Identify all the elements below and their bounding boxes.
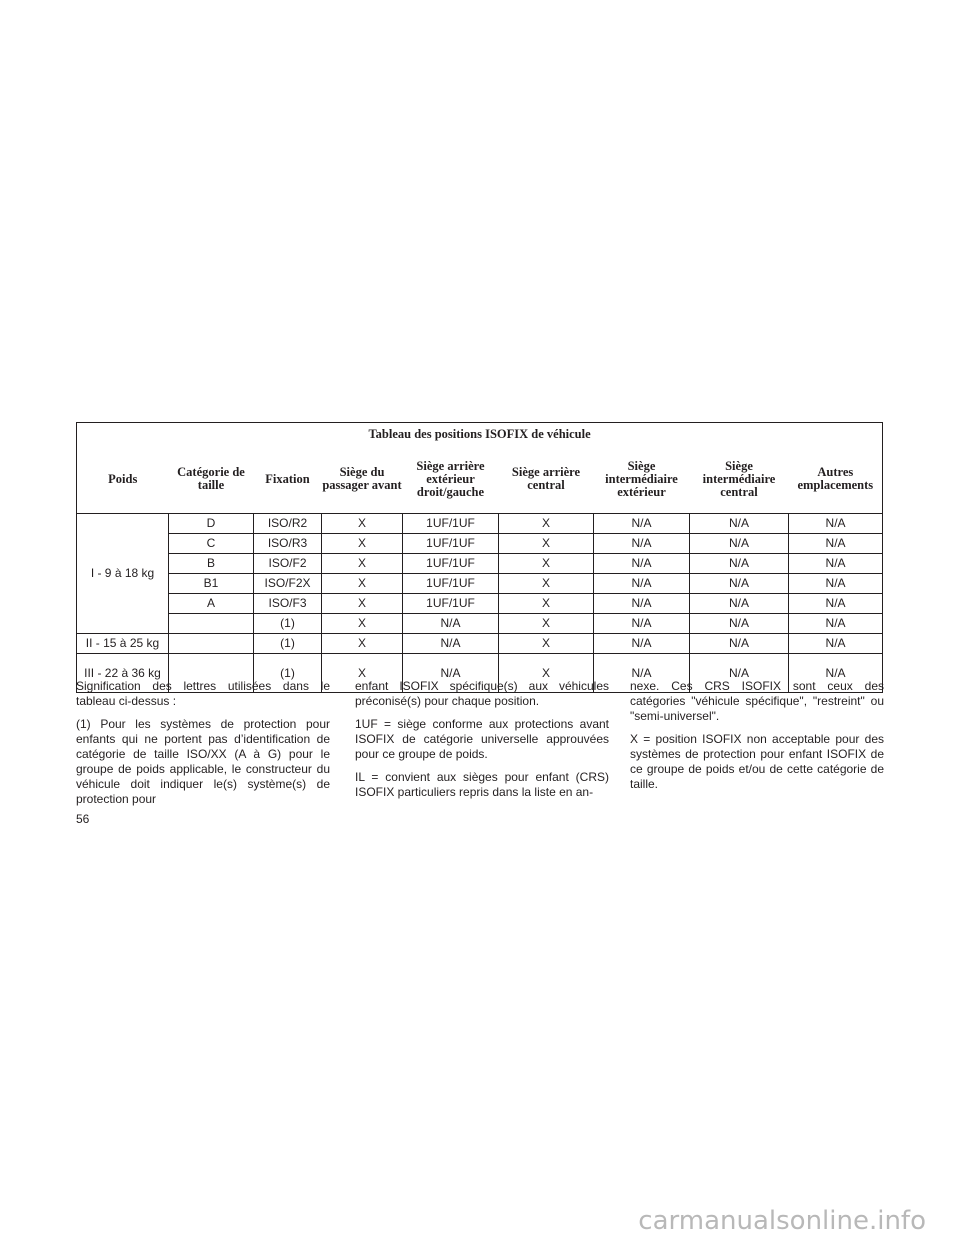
notes-paragraph: Signification des lettres utilisées dans le tableau ci-dessus : xyxy=(76,679,330,708)
table-cell: X xyxy=(322,534,403,554)
column-header: Siège intermédiaire central xyxy=(690,445,789,514)
table-cell: 1UF/1UF xyxy=(403,534,499,554)
table-row xyxy=(77,534,883,554)
table-cell: N/A xyxy=(789,514,883,534)
table-cell: N/A xyxy=(690,634,789,654)
table-cell: N/A xyxy=(789,614,883,634)
isofix-table xyxy=(76,422,883,693)
column-header: Siège arrière central xyxy=(499,445,594,514)
notes-paragraph: (1) Pour les systèmes de protection pour enfants qui ne portent pas d’identification de catégorie de taille ISO/XX (A à G) pour le groupe de poids applicable, le constructeur du véhicule doit indiquer le(s) système(s) de protection pour xyxy=(76,717,330,806)
table-cell: X xyxy=(499,594,594,614)
column-header: Fixation xyxy=(254,445,322,514)
table-row xyxy=(77,574,883,594)
table-cell: ISO/F3 xyxy=(254,594,322,614)
table-cell: N/A xyxy=(690,554,789,574)
notes-column-2 xyxy=(355,679,609,808)
notes-paragraph: enfant ISOFIX spécifique(s) aux véhicules préconisé(s) pour chaque position. xyxy=(355,679,609,708)
table-cell: (1) xyxy=(254,614,322,634)
table-cell: X xyxy=(499,654,594,693)
table-row xyxy=(77,614,883,634)
table-cell: X xyxy=(499,514,594,534)
notes-column-3 xyxy=(630,679,884,800)
table-cell: N/A xyxy=(690,574,789,594)
table-cell xyxy=(169,614,254,634)
notes-paragraph: nexe. Ces CRS ISOFIX sont ceux des catégories "véhicule spécifique", "restreint" ou "semi-universel". xyxy=(630,679,884,723)
table-cell: N/A xyxy=(789,594,883,614)
table-cell: (1) xyxy=(254,654,322,693)
table-cell: N/A xyxy=(594,614,690,634)
table-title: Tableau des positions ISOFIX de véhicule xyxy=(77,423,883,446)
table-row xyxy=(77,594,883,614)
weight-cell: I - 9 à 18 kg xyxy=(77,514,169,634)
table-cell: X xyxy=(322,614,403,634)
watermark: carmanualsonline.info xyxy=(638,1206,926,1236)
table-body xyxy=(77,514,883,693)
table-cell: X xyxy=(322,634,403,654)
column-header: Poids xyxy=(77,445,169,514)
table-cell: D xyxy=(169,514,254,534)
column-header: Siège du passager avant xyxy=(322,445,403,514)
page-number: 56 xyxy=(76,812,90,826)
table-cell: X xyxy=(322,574,403,594)
column-header: Siège intermédiaire extérieur xyxy=(594,445,690,514)
notes-column-1 xyxy=(76,679,330,815)
table-cell: N/A xyxy=(403,634,499,654)
table-cell: (1) xyxy=(254,634,322,654)
table-cell: N/A xyxy=(594,574,690,594)
table-cell: N/A xyxy=(594,534,690,554)
table-cell: X xyxy=(499,574,594,594)
table-cell: B1 xyxy=(169,574,254,594)
table-cell: N/A xyxy=(594,594,690,614)
table-cell: N/A xyxy=(789,634,883,654)
table-cell: N/A xyxy=(403,614,499,634)
table-cell: X xyxy=(499,634,594,654)
table-cell xyxy=(169,634,254,654)
table-cell: ISO/F2X xyxy=(254,574,322,594)
table-cell: X xyxy=(322,654,403,693)
column-header: Siège arrière extérieur droit/gauche xyxy=(403,445,499,514)
table-cell: ISO/R2 xyxy=(254,514,322,534)
table-cell: X xyxy=(499,554,594,574)
table-row xyxy=(77,634,883,654)
table-cell: N/A xyxy=(403,654,499,693)
table-cell: N/A xyxy=(594,514,690,534)
table-cell: N/A xyxy=(594,554,690,574)
table-cell: N/A xyxy=(594,634,690,654)
table-cell: A xyxy=(169,594,254,614)
table-cell: N/A xyxy=(690,614,789,634)
weight-cell: II - 15 à 25 kg xyxy=(77,634,169,654)
table-cell: X xyxy=(322,594,403,614)
table-cell: N/A xyxy=(789,574,883,594)
notes-paragraph: X = position ISOFIX non acceptable pour des systèmes de protection pour enfant ISOFIX de ce groupe de poids et/ou de cette catégorie de taille. xyxy=(630,732,884,791)
table-cell: N/A xyxy=(789,534,883,554)
weight-cell: III - 22 à 36 kg xyxy=(77,654,169,693)
table-cell: N/A xyxy=(789,654,883,693)
notes-paragraph: 1UF = siège conforme aux protections avant ISOFIX de catégorie universelle approuvées pour ce groupe de poids. xyxy=(355,717,609,761)
table-row xyxy=(77,514,883,534)
table-cell: X xyxy=(499,534,594,554)
table-cell: ISO/R3 xyxy=(254,534,322,554)
table-cell: N/A xyxy=(690,654,789,693)
column-header: Catégorie de taille xyxy=(169,445,254,514)
column-header: Autres emplacements xyxy=(789,445,883,514)
table-row xyxy=(77,554,883,574)
table-header-row xyxy=(77,445,883,514)
table-cell: N/A xyxy=(690,514,789,534)
table-cell: X xyxy=(322,514,403,534)
notes-paragraph: IL = convient aux sièges pour enfant (CRS) ISOFIX particuliers repris dans la liste en an- xyxy=(355,770,609,799)
table-cell: C xyxy=(169,534,254,554)
table-cell: B xyxy=(169,554,254,574)
table-cell: 1UF/1UF xyxy=(403,594,499,614)
table-cell: N/A xyxy=(594,654,690,693)
table-cell: 1UF/1UF xyxy=(403,554,499,574)
table-cell: ISO/F2 xyxy=(254,554,322,574)
table-cell: N/A xyxy=(690,534,789,554)
table-cell: N/A xyxy=(690,594,789,614)
table-cell: X xyxy=(499,614,594,634)
table-cell: X xyxy=(322,554,403,574)
table-cell: 1UF/1UF xyxy=(403,514,499,534)
table-cell: N/A xyxy=(789,554,883,574)
table-cell: 1UF/1UF xyxy=(403,574,499,594)
